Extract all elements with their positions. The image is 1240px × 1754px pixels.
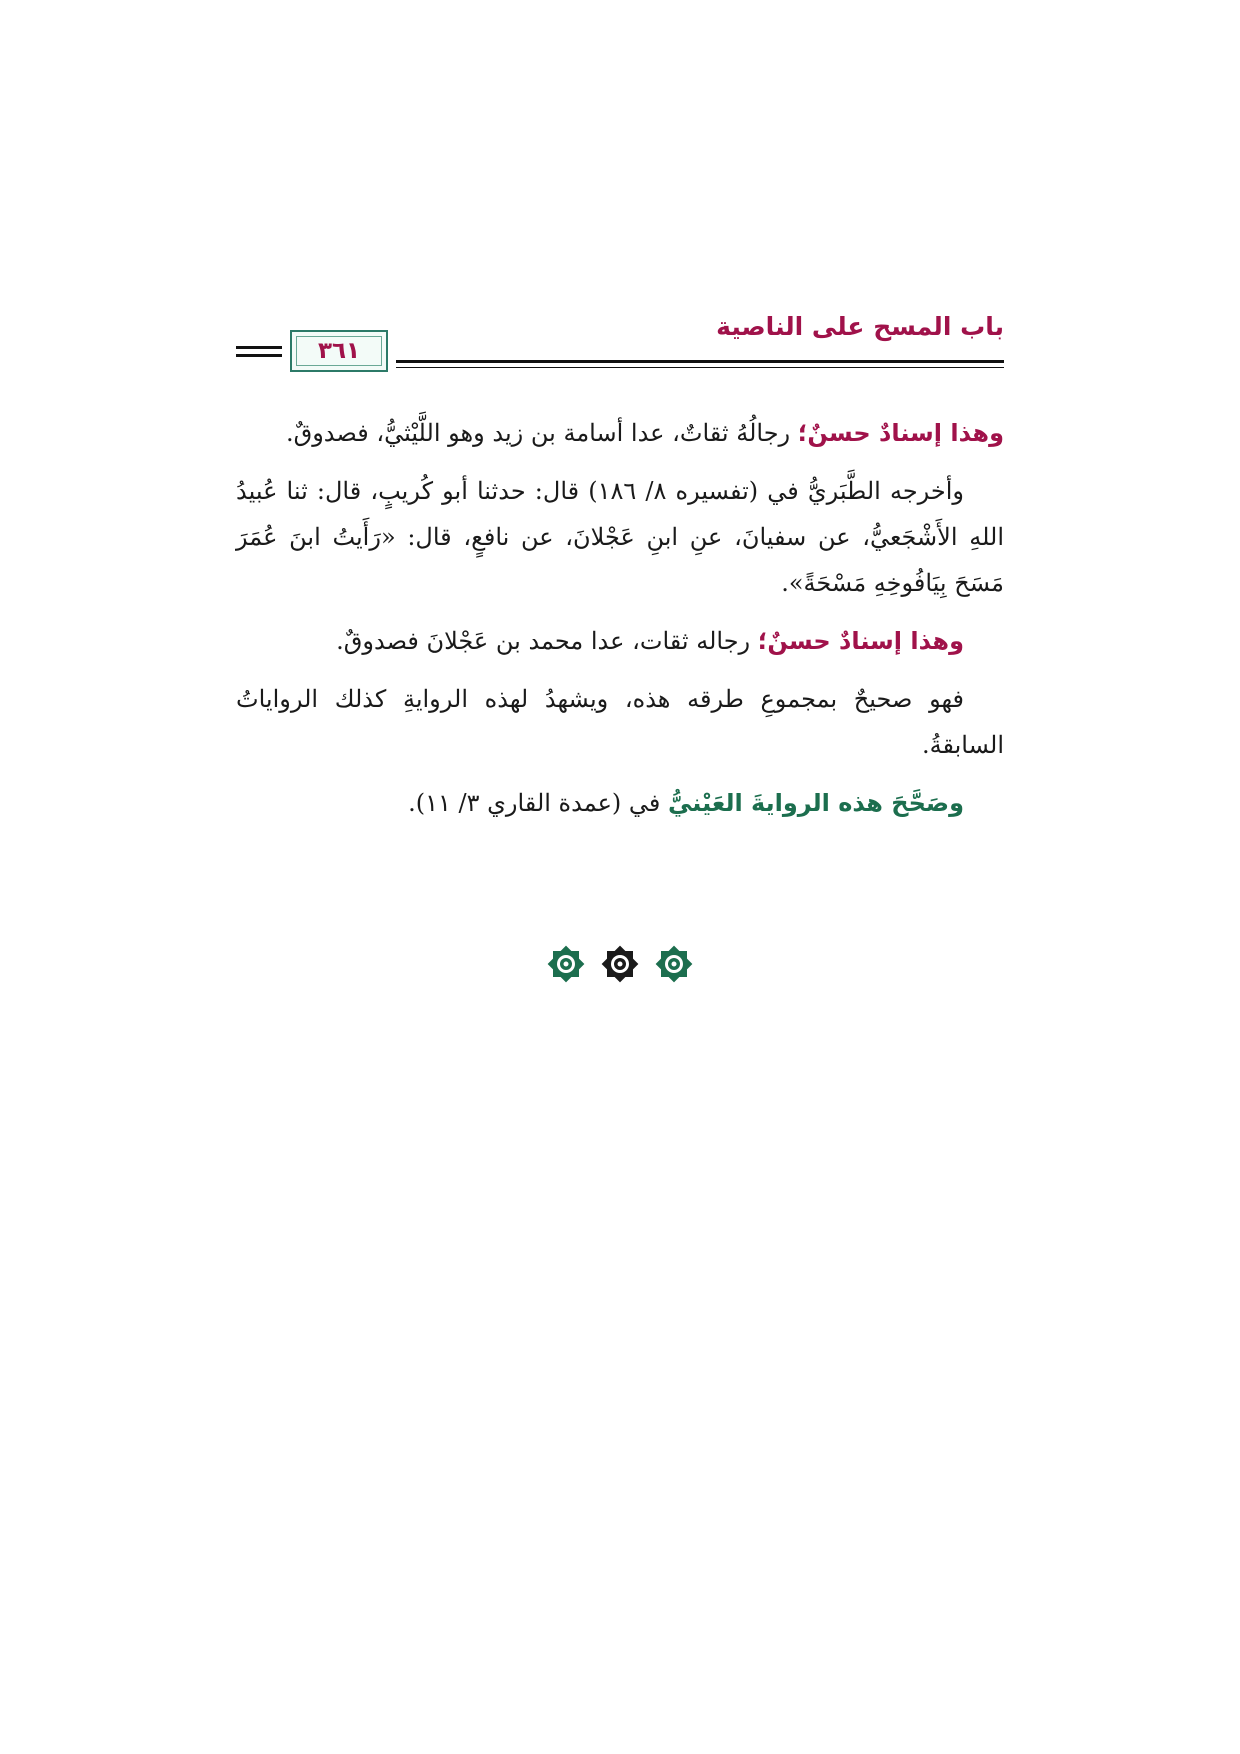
star-flower-icon bbox=[600, 944, 640, 984]
paragraph-1-lead: وهذا إسنادٌ حسنٌ؛ bbox=[797, 419, 1004, 447]
header-rule-right-thin bbox=[396, 367, 1004, 368]
paragraph-5-text: في (عمدة القاري ٣/ ١١). bbox=[408, 789, 669, 817]
paragraph-5-lead: وصَحَّحَ هذه الروايةَ العَيْنيُّ bbox=[668, 789, 964, 817]
star-flower-icon bbox=[546, 944, 586, 984]
paragraph-4 bbox=[236, 676, 1004, 768]
paragraph-3-lead: وهذا إسنادٌ حسنٌ؛ bbox=[757, 627, 964, 655]
paragraph-5 bbox=[236, 780, 1004, 826]
section-end-ornaments bbox=[0, 944, 1240, 994]
header-rule-left-thick bbox=[236, 346, 282, 349]
paragraph-4-text: فهو صحيحٌ بمجموعِ طرقه هذه، ويشهدُ لهذه الروايةِ كذلك الرواياتُ السابقةُ. bbox=[236, 685, 1004, 759]
paragraph-1-text: رجالُهُ ثقاتٌ، عدا أسامة بن زيد وهو اللَّيْثيُّ، فصدوقٌ. bbox=[285, 419, 798, 447]
chapter-title: باب المسح على الناصية bbox=[716, 312, 1004, 341]
paragraph-1 bbox=[236, 410, 1004, 456]
paragraph-3 bbox=[236, 618, 1004, 664]
header-rule-left-thick-2 bbox=[236, 354, 282, 357]
main-text bbox=[236, 410, 1004, 838]
page-number: ٣٦١ bbox=[317, 338, 361, 364]
paragraph-2 bbox=[236, 468, 1004, 606]
paragraph-3-text: رجاله ثقات، عدا محمد بن عَجْلانَ فصدوقٌ. bbox=[336, 627, 758, 655]
page-number-badge bbox=[290, 330, 388, 372]
page-header bbox=[236, 312, 1004, 382]
header-rule-right-thick bbox=[396, 360, 1004, 363]
star-flower-icon bbox=[654, 944, 694, 984]
paragraph-2-text: وأخرجه الطَّبَريُّ في (تفسيره ٨/ ١٨٦) قال: حدثنا أبو كُريبٍ، قال: ثنا عُبيدُ اللهِ الأَشْجَعيُّ، عن سفيانَ، عنِ ابنِ عَجْلانَ، عن نافعٍ، قال: «رَأَيتُ ابنَ عُمَرَ مَسَحَ بِيَافُوخِهِ مَسْحَةً». bbox=[236, 477, 1004, 597]
